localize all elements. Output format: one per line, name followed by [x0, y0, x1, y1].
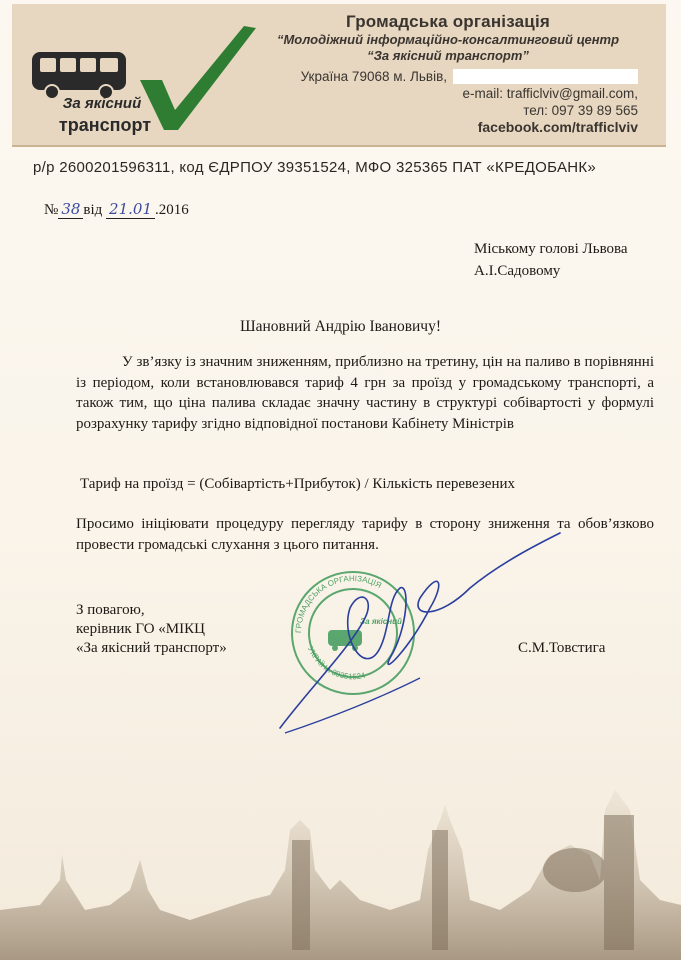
ref-mid: від	[83, 202, 103, 218]
redacted-box	[453, 69, 638, 84]
tariff-formula: Тариф на проїзд = (Собівартість+Прибуток) / Кількість перевезених	[80, 476, 515, 492]
signature	[270, 528, 570, 743]
org-title: Громадська організація	[346, 12, 550, 31]
logo-text-line2: транспорт	[58, 115, 152, 135]
closing-line3: «За якісний транспорт»	[76, 640, 227, 656]
closing-line1: З повагою,	[76, 602, 145, 618]
body-paragraph: У зв’язку із значним зниженням, приблизно на третину, цін на паливо в порівнянні із періодом, коли встановлювався тариф 4 грн за проїзд у громадському транспорті, а також тим, що ціна палива складає значну частину в структурі собівартості у формулі розрахунку тарифу згідно відповідної постанови Кабінету Міністрів	[76, 354, 654, 432]
ref-prefix: №	[44, 202, 59, 218]
address: Україна 79068 м. Львів,	[300, 69, 447, 84]
signer-name: С.М.Товстига	[518, 640, 606, 656]
stamp-text-center: За якісний	[360, 617, 402, 626]
logo-text-line1: За якісний	[62, 95, 142, 112]
bus-icon	[32, 52, 126, 99]
letterhead	[12, 4, 666, 147]
request-paragraph: Просимо ініціювати процедуру перегляду тарифу в сторону зниження та обов’язково провести громадські слухання з цього питання.	[76, 516, 654, 553]
ref-year: .2016	[155, 202, 189, 218]
ref-date: 21.01	[106, 200, 155, 219]
addressee	[474, 238, 628, 282]
greeting: Шановний Андрію Івановичу!	[239, 318, 442, 335]
addressee-line2: А.І.Садовому	[474, 263, 561, 279]
city-skyline-illustration	[0, 760, 681, 960]
stamp-text-top: ГРОМАДСЬКА ОРГАНІЗАЦІЯ	[293, 573, 383, 634]
email: e-mail: trafficlviv@gmail.com,	[462, 86, 638, 101]
org-name-line2: “За якісний транспорт”	[367, 48, 529, 63]
addressee-line1: Міському голові Львова	[474, 241, 628, 257]
org-name-line1: “Молодіжний інформаційно-консалтинговий центр	[276, 32, 620, 47]
facebook-link: facebook.com/trafficlviv	[477, 119, 638, 135]
phone: тел: 097 39 89 565	[523, 103, 638, 118]
closing-line2: керівник ГО «МІКЦ	[76, 621, 205, 637]
ref-number: 38	[58, 200, 83, 219]
organization-block	[258, 12, 638, 136]
checkmark-icon	[140, 26, 256, 130]
reference-line	[44, 200, 189, 219]
bank-details: р/р 2600201596311, код ЄДРПОУ 39351524, МФО 325365 ПАТ «КРЕДОБАНК»	[33, 159, 597, 176]
contact-block	[258, 68, 638, 136]
stamp-text-bottom: УКРАЇНА 39351524	[306, 645, 367, 682]
closing-block	[76, 601, 227, 658]
